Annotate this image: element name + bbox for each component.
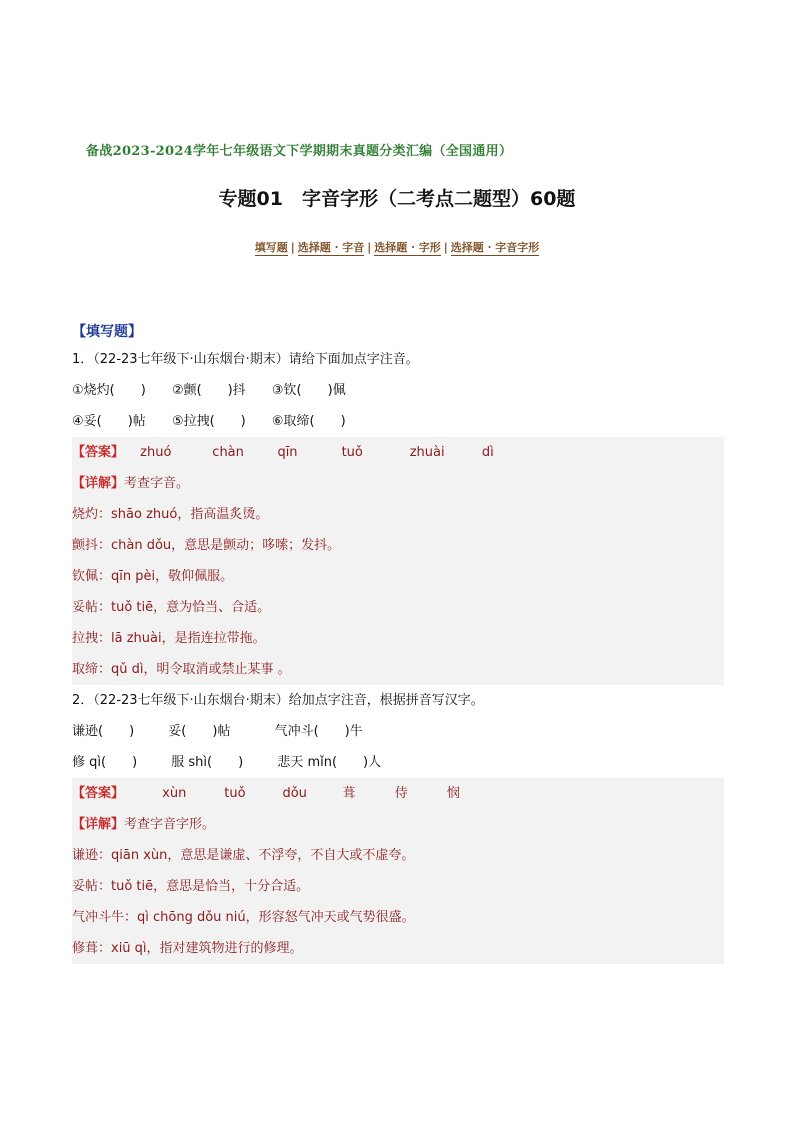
detail-line: 气冲斗牛：qì chōng dǒu niú，形容怒气冲天或气势很盛。	[72, 910, 415, 925]
blank-item: 修 qì( )	[72, 755, 138, 770]
question-1-answer-block	[72, 437, 724, 685]
answer-row	[72, 778, 724, 809]
answer-value: 悯	[446, 786, 460, 801]
page-title: 专题01 字音字形（二考点二题型）60题	[218, 188, 576, 210]
topic-link-fill-in[interactable]: 填写题	[254, 241, 288, 254]
topic-navigation	[0, 239, 794, 255]
answer-value: zhuài	[409, 445, 445, 460]
blank-item: 悲天 mǐn( )人	[277, 755, 382, 770]
detail-line: 妥帖：tuǒ tiē，意为恰当、合适。	[72, 600, 271, 615]
answer-value: 葺	[342, 786, 356, 801]
detail-intro: 考查字音。	[124, 476, 190, 491]
topic-separator: |	[290, 241, 295, 254]
answer-value: zhuó	[140, 445, 172, 460]
answer-value: xùn	[162, 786, 187, 801]
answer-tag: 【答案】	[72, 786, 125, 801]
series-title: 备战2023-2024学年七年级语文下学期期末真题分类汇编（全国通用）	[86, 144, 513, 159]
blank-item: 气冲斗( )牛	[274, 724, 363, 739]
topic-link-choice-pronunciation[interactable]: 选择题 · 字音	[297, 241, 365, 254]
detail-line: 钦佩：qīn pèi，敬仰佩服。	[72, 569, 234, 584]
blank-item: ④妥( )帖	[72, 414, 146, 429]
answer-value: 侍	[394, 786, 408, 801]
question-2-answer-block	[72, 778, 724, 964]
topic-link-choice-glyph[interactable]: 选择题 · 字形	[374, 241, 441, 254]
detail-line: 烧灼：shāo zhuó，指高温炙烫。	[72, 507, 269, 522]
detail-line: 妥帖：tuǒ tiē，意思是恰当，十分合适。	[72, 879, 310, 894]
question-2-stem: 2．（22-23七年级下·山东烟台·期末）给加点字注音，根据拼音写汉字。	[72, 693, 484, 708]
question-2-row-2	[72, 747, 724, 778]
blank-item: 服 shì( )	[171, 755, 244, 770]
detail-line: 修葺：xiū qì，指对建筑物进行的修理。	[72, 941, 303, 956]
question-1-stem: 1．（22-23七年级下·山东烟台·期末）请给下面加点字注音。	[72, 352, 419, 367]
answer-value: qīn	[277, 445, 298, 460]
blank-item: 妥( )帖	[168, 724, 231, 739]
topic-link-choice-pronunciation-glyph[interactable]: 选择题 · 字音字形	[450, 241, 540, 254]
blank-item: ①烧灼( )	[72, 383, 146, 398]
answer-value: tuǒ	[224, 786, 246, 801]
content-body	[72, 320, 724, 964]
detail-line: 颤抖：chàn dǒu，意思是颤动；哆嗦；发抖。	[72, 538, 341, 553]
detail-intro: 考查字音字形。	[124, 817, 216, 832]
answer-value: dǒu	[282, 786, 307, 801]
answer-row	[72, 437, 724, 468]
blank-item: 谦逊( )	[72, 724, 135, 739]
answer-value: chàn	[212, 445, 244, 460]
blank-item: ②颤( )抖	[171, 383, 246, 398]
question-2-row-1	[72, 716, 724, 747]
question-1-row-1	[72, 375, 724, 406]
detail-line: 谦逊：qiān xùn，意思是谦虚、不浮夸，不自大或不虚夸。	[72, 848, 415, 863]
topic-separator: |	[367, 241, 372, 254]
section-heading: 【填写题】	[72, 324, 142, 340]
detail-row	[72, 468, 724, 499]
detail-line: 取缔：qǔ dì，明令取消或禁止某事 。	[72, 662, 291, 677]
detail-line: 拉拽：lā zhuài，是指连拉带拖。	[72, 631, 266, 646]
blank-item: ⑥取缔( )	[271, 414, 346, 429]
blank-item: ⑤拉拽( )	[171, 414, 246, 429]
answer-value: tuǒ	[341, 445, 363, 460]
answer-tag: 【答案】	[72, 445, 125, 460]
detail-tag: 【详解】	[72, 476, 125, 491]
question-1-row-2	[72, 406, 724, 437]
blank-item: ③钦( )佩	[271, 383, 346, 398]
topic-separator: |	[443, 241, 448, 254]
detail-row	[72, 809, 724, 840]
answer-value: dì	[481, 445, 494, 460]
detail-tag: 【详解】	[72, 817, 125, 832]
